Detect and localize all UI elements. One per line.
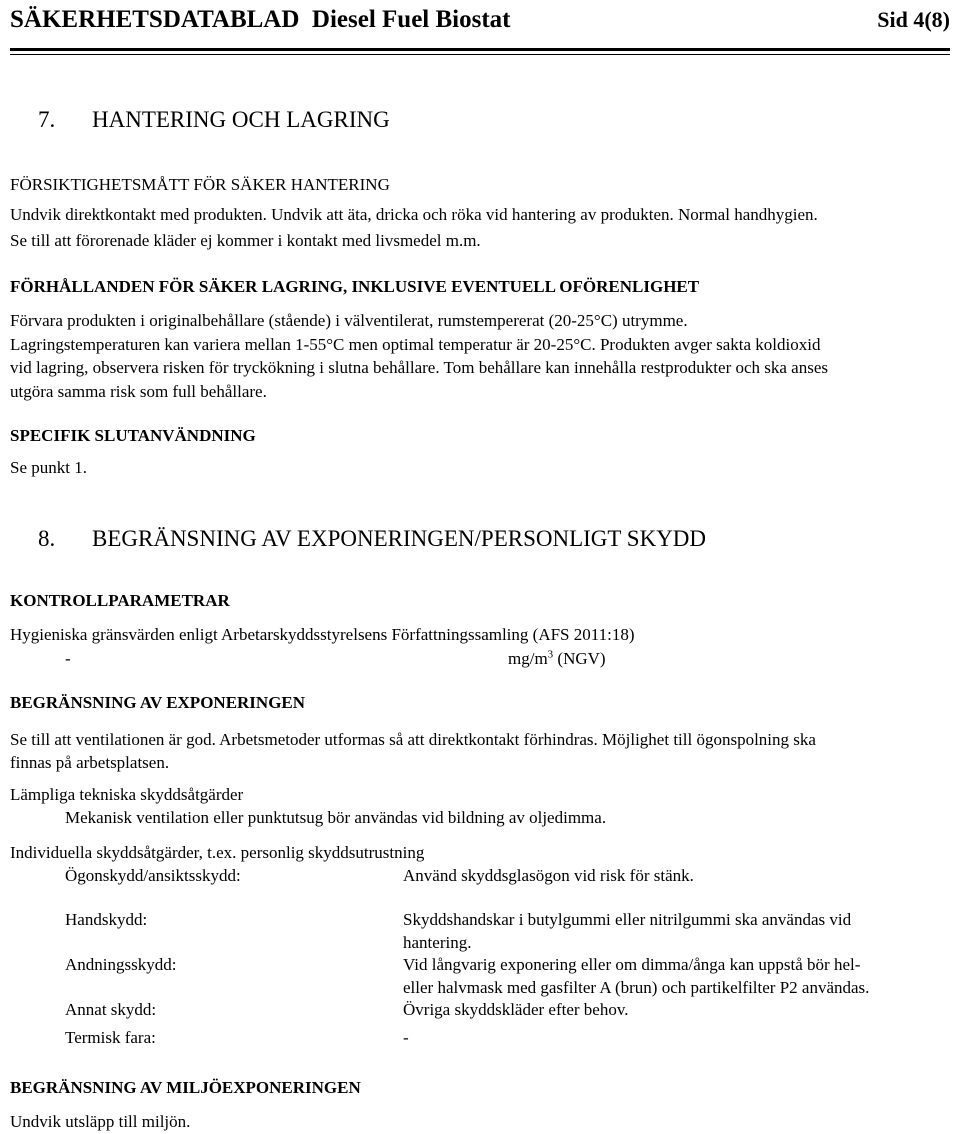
other-protection-label: Annat skydd:	[65, 1000, 157, 1019]
eye-protection-value: Använd skyddsglasögon vid risk för stänk.	[403, 866, 694, 885]
product-name: Diesel Fuel Biostat	[311, 6, 511, 33]
thermal-hazard-value: -	[403, 1028, 409, 1047]
section-number: 8.	[38, 526, 56, 551]
other-protection-value: Övriga skyddskläder efter behov.	[403, 1000, 629, 1019]
environment-heading: BEGRÄNSNING AV MILJÖEXPONERINGEN	[10, 1078, 361, 1097]
handling-line-2: Se till att förorenade kläder ej kommer i kontakt med livsmedel m.m.	[10, 231, 481, 250]
thermal-hazard-label: Termisk fara:	[65, 1028, 156, 1047]
header-rule-thick	[10, 48, 950, 51]
exposure-line-1: Se till att ventilationen är god. Arbetsmetoder utformas så att direktkontakt förhindras. Möjlighet till ögonspolning ska	[10, 730, 816, 749]
end-use-text: Se punkt 1.	[10, 458, 87, 477]
hand-protection-value-1: Skyddshandskar i butylgummi eller nitrilgummi ska användas vid	[403, 910, 852, 929]
header-rule-thin	[10, 54, 950, 55]
limit-value-dash: -	[65, 649, 71, 668]
page-number: Sid 4(8)	[877, 7, 950, 32]
individual-label: Individuella skyddsåtgärder, t.ex. personlig skyddsutrustning	[10, 843, 425, 862]
document-header	[10, 2, 950, 38]
storage-line-1: Förvara produkten i originalbehållare (stående) i välventilerat, rumstempererat (20-25°C) utrymme.	[10, 311, 688, 330]
storage-heading: FÖRHÅLLANDEN FÖR SÄKER LAGRING, INKLUSIVE EVENTUELL OFÖRENLIGHET	[10, 277, 700, 296]
unit-superscript: 3	[547, 648, 554, 661]
respiratory-protection-label: Andningsskydd:	[65, 955, 177, 974]
hand-protection-value-2: hantering.	[403, 933, 472, 952]
storage-line-3: vid lagring, observera risken för tryckökning i slutna behållare. Tom behållare kan innehålla restprodukter och ska anses	[10, 358, 829, 377]
section-8-title	[10, 527, 706, 551]
section-heading: HANTERING OCH LAGRING	[92, 107, 390, 132]
section-heading: BEGRÄNSNING AV EXPONERINGEN/PERSONLIGT SKYDD	[92, 526, 707, 551]
header-title	[10, 8, 511, 32]
eye-protection-label: Ögonskydd/ansiktsskydd:	[65, 866, 241, 885]
storage-line-2: Lagringstemperaturen kan variera mellan 1-55°C men optimal temperatur är 20-25°C. Produkten avger sakta koldioxid	[10, 335, 821, 354]
control-heading: KONTROLLPARAMETRAR	[10, 591, 230, 610]
respiratory-protection-value-2: eller halvmask med gasfilter A (brun) och partikelfilter P2 användas.	[403, 978, 870, 997]
unit-text: mg/m	[508, 649, 548, 668]
exposure-line-2: finnas på arbetsplatsen.	[10, 753, 170, 772]
control-text: Hygieniska gränsvärden enligt Arbetarskyddsstyrelsens Författningssamling (AFS 2011:18)	[10, 625, 635, 644]
limit-value-unit	[508, 647, 606, 671]
section-7-title	[10, 108, 390, 132]
end-use-heading: SPECIFIK SLUTANVÄNDNING	[10, 426, 256, 445]
handling-heading: FÖRSIKTIGHETSMÅTT FÖR SÄKER HANTERING	[10, 175, 390, 194]
section-number: 7.	[38, 107, 56, 132]
handling-line-1: Undvik direktkontakt med produkten. Undvik att äta, dricka och röka vid hantering av produkten. Normal handhygien.	[10, 205, 818, 224]
environment-text: Undvik utsläpp till miljön.	[10, 1112, 191, 1131]
unit-suffix: (NGV)	[553, 649, 606, 668]
document-type: SÄKERHETSDATABLAD	[10, 6, 300, 33]
technical-text: Mekanisk ventilation eller punktutsug bör användas vid bildning av oljedimma.	[65, 808, 607, 827]
technical-label: Lämpliga tekniska skyddsåtgärder	[10, 785, 244, 804]
respiratory-protection-value-1: Vid långvarig exponering eller om dimma/ånga kan uppstå bör hel-	[403, 955, 861, 974]
hand-protection-label: Handskydd:	[65, 910, 148, 929]
exposure-heading: BEGRÄNSNING AV EXPONERINGEN	[10, 693, 306, 712]
storage-line-4: utgöra samma risk som full behållare.	[10, 382, 267, 401]
